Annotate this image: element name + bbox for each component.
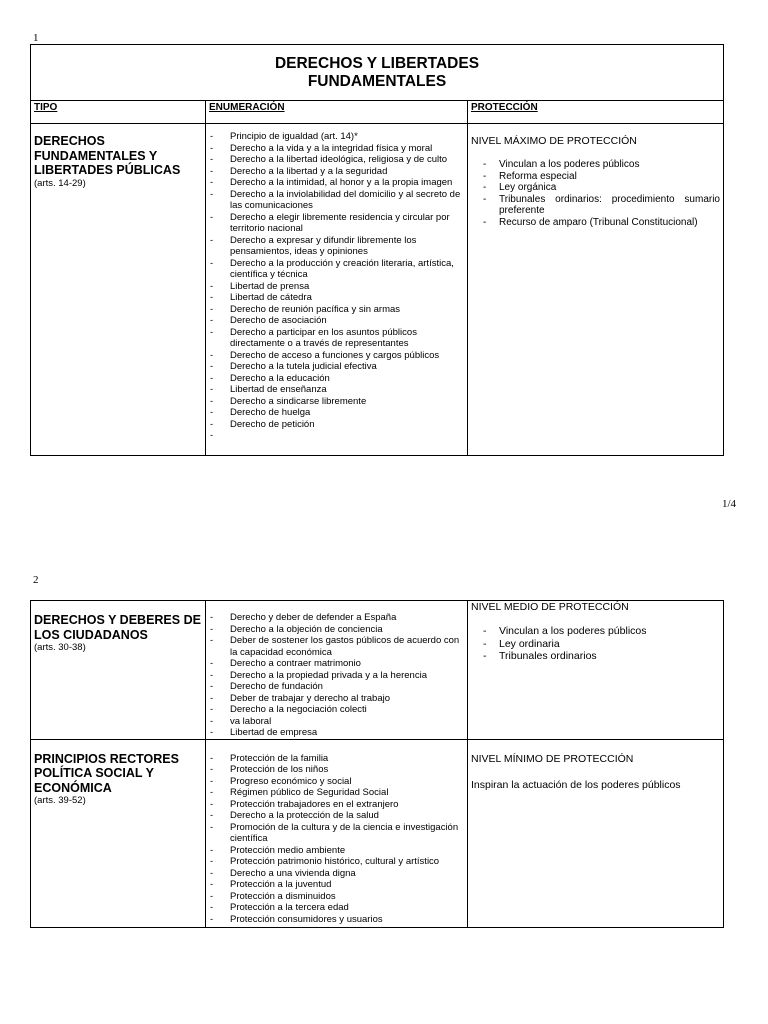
list-item: - Derecho a contraer matrimonio <box>210 658 463 670</box>
list-item: - Derecho a una vivienda digna <box>210 868 463 880</box>
list-item: - Progreso económico y social <box>210 776 463 788</box>
list-item: - Derecho de petición <box>210 419 463 431</box>
list-item: - Promoción de la cultura y de la ciencia e investigación científica <box>210 822 463 845</box>
list-item: - Vinculan a los poderes públicos <box>483 625 720 638</box>
list-item <box>210 430 463 442</box>
tipo-name: DERECHOS FUNDAMENTALES Y LIBERTADES PÚBLICAS <box>34 134 181 177</box>
list-item: - Libertad de enseñanza <box>210 384 463 396</box>
list-item: - Régimen público de Seguridad Social <box>210 787 463 799</box>
list-item: - Protección medio ambiente <box>210 845 463 857</box>
header-proteccion: PROTECCIÓN <box>468 101 724 124</box>
duties-list <box>206 601 467 739</box>
list-item: - Protección a disminuidos <box>210 891 463 903</box>
list-item: - Derecho de reunión pacífica y sin armas <box>210 304 463 316</box>
list-item: - Derecho a la producción y creación literaria, artística, científica y técnica <box>210 258 463 281</box>
list-item: - Derecho de asociación <box>210 315 463 327</box>
protection-level: NIVEL MÁXIMO DE PROTECCIÓN <box>471 135 637 147</box>
list-item: - Libertad de cátedra <box>210 292 463 304</box>
list-item: - Vinculan a los poderes públicos <box>483 159 720 171</box>
list-item: - Tribunales ordinarios: procedimiento sumario preferente <box>483 194 720 217</box>
list-item: - Derecho a la intimidad, al honor y a la propia imagen <box>210 177 463 189</box>
proteccion-cell <box>468 124 724 456</box>
tipo-cell <box>31 601 206 740</box>
list-item: - va laboral <box>210 716 463 728</box>
rights-table-page2 <box>30 600 724 928</box>
tipo-cell <box>31 124 206 456</box>
list-item: - Protección consumidores y usuarios <box>210 914 463 926</box>
tipo-arts: (arts. 14-29) <box>34 177 86 189</box>
list-item: - Derecho y deber de defender a España <box>210 612 463 624</box>
list-item: - Protección de la familia <box>210 753 463 765</box>
list-item: - Deber de sostener los gastos públicos de acuerdo con la capacidad económica <box>210 635 463 658</box>
enumeracion-cell <box>206 739 468 927</box>
list-item: - Libertad de prensa <box>210 281 463 293</box>
list-item: - Tribunales ordinarios <box>483 650 720 663</box>
title-line-1: DERECHOS Y LIBERTADES <box>274 55 480 72</box>
list-item: - Protección a la juventud <box>210 879 463 891</box>
tipo-name: DERECHOS Y DEBERES DE LOS CIUDADANOS <box>34 613 201 642</box>
list-item: - Derecho a la tutela judicial efectiva <box>210 361 463 373</box>
list-item: - Derecho a la libertad y a la seguridad <box>210 166 463 178</box>
proteccion-cell <box>468 739 724 927</box>
tipo-arts: (arts. 30-38) <box>34 642 86 653</box>
list-item: - Derecho a sindicarse libremente <box>210 396 463 408</box>
protection-list <box>468 159 723 228</box>
list-item: - Derecho de fundación <box>210 681 463 693</box>
table-title <box>31 45 724 101</box>
list-item: - Derecho a participar en los asuntos públicos directamente o a través de representantes <box>210 327 463 350</box>
tipo-cell <box>31 739 206 927</box>
list-item: - Recurso de amparo (Tribunal Constitucional) <box>483 217 720 229</box>
page-footer: 1/4 <box>722 498 737 510</box>
proteccion-cell <box>468 601 724 740</box>
enumeracion-cell <box>206 124 468 456</box>
list-item: - Ley ordinaria <box>483 638 720 651</box>
page-number: 2 <box>33 574 39 586</box>
protection-note: Inspiran la actuación de los poderes públicos <box>471 778 681 791</box>
principles-list <box>206 740 467 926</box>
tipo-name: PRINCIPIOS RECTORES POLÍTICA SOCIAL Y ECONÓMICA <box>34 751 179 795</box>
list-item: - Libertad de empresa <box>210 727 463 739</box>
rights-list <box>206 124 467 442</box>
list-item: - Derecho de acceso a funciones y cargos públicos <box>210 350 463 362</box>
list-item: - Protección patrimonio histórico, cultural y artístico <box>210 856 463 868</box>
title-line-2: FUNDAMENTALES <box>307 73 447 90</box>
list-item: - Derecho a la vida y a la integridad física y moral <box>210 143 463 155</box>
list-item: - Derecho a la propiedad privada y a la herencia <box>210 670 463 682</box>
list-item: - Derecho a la objeción de conciencia <box>210 624 463 636</box>
list-item: - Derecho a la protección de la salud <box>210 810 463 822</box>
protection-level: NIVEL MEDIO DE PROTECCIÓN <box>471 601 629 613</box>
header-tipo: TIPO <box>31 101 206 124</box>
list-item: - Derecho a la educación <box>210 373 463 385</box>
enumeracion-cell <box>206 601 468 740</box>
list-item: - Derecho a la libertad ideológica, religiosa y de culto <box>210 154 463 166</box>
page-number: 1 <box>33 32 39 44</box>
list-item: - Derecho a la negociación colecti <box>210 704 463 716</box>
list-item: - Principio de igualdad (art. 14)* <box>210 131 463 143</box>
list-item: - Protección trabajadores en el extranjero <box>210 799 463 811</box>
list-item: - Ley orgánica <box>483 182 720 194</box>
header-enumeracion: ENUMERACIÓN <box>206 101 468 124</box>
list-item: - Derecho de huelga <box>210 407 463 419</box>
rights-table-page1 <box>30 44 724 456</box>
tipo-arts: (arts. 39-52) <box>34 795 86 806</box>
protection-list <box>468 625 723 663</box>
protection-level: NIVEL MÍNIMO DE PROTECCIÓN <box>471 752 634 765</box>
list-item: - Reforma especial <box>483 171 720 183</box>
list-item: - Protección de los niños <box>210 764 463 776</box>
list-item: - Deber de trabajar y derecho al trabajo <box>210 693 463 705</box>
list-item: - Derecho a elegir libremente residencia y circular por territorio nacional <box>210 212 463 235</box>
list-item: - Derecho a la inviolabilidad del domicilio y al secreto de las comunicaciones <box>210 189 463 212</box>
list-item: - Derecho a expresar y difundir libremente los pensamientos, ideas y opiniones <box>210 235 463 258</box>
list-item: - Protección a la tercera edad <box>210 902 463 914</box>
